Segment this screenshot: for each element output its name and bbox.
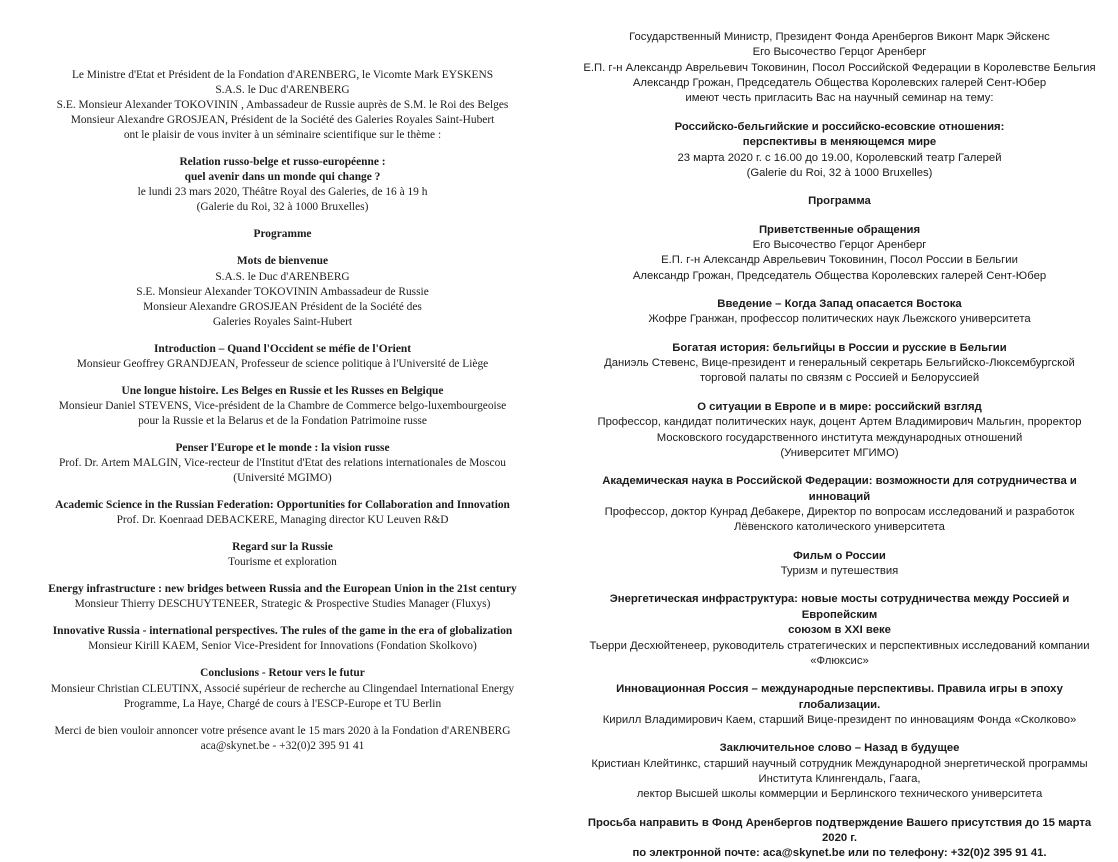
section-body-line: Merci de bien vouloir annoncer votre présence avant le 15 mars 2020 à la Fondation d'ARENBERG (54, 724, 511, 737)
program-section (32, 155, 533, 215)
section-heading-line: по электронной почте: aca@skynet.be или по телефону: +32(0)2 395 91 41. (632, 847, 1047, 860)
section-body-line: Даниэль Стевенс, Вице-президент и генеральный секретарь Бельгийско-Люксембургской (604, 357, 1075, 370)
section-body-line: торговой палаты по связям с Россией и Белоруссией (699, 372, 980, 385)
section-body-line: Профессор, доктор Кунрад Дебакере, Директор по вопросам исследований и разработок (604, 505, 1075, 518)
section-body-line: ont le plaisir de vous inviter à un séminaire scientifique sur le thème : (123, 129, 442, 142)
french-column (0, 0, 559, 790)
program-section (32, 342, 533, 372)
section-body-line: Института Клингендаль, Гаага, (758, 773, 921, 786)
section-body-line: (Université MGIMO) (233, 472, 332, 485)
section-heading-line: перспективы в меняющемся мире (742, 136, 937, 149)
program-section (581, 400, 1098, 461)
program-section (581, 223, 1098, 284)
section-heading-line: Penser l'Europe et le monde : la vision russe (175, 441, 390, 454)
program-section (32, 498, 533, 528)
russian-column (559, 0, 1118, 860)
program-section (581, 194, 1098, 209)
section-heading-line: Инновационная Россия – международные перспективы. Правила игры в эпоху глобализации. (616, 683, 1063, 711)
section-body-line: Туризм и путешествия (780, 565, 899, 578)
section-heading-line: Regard sur la Russie (232, 541, 333, 554)
section-heading-line: Заключительное слово – Назад в будущее (719, 742, 960, 755)
section-body-line: le lundi 23 mars 2020, Théâtre Royal des Galeries, de 16 à 19 h (137, 186, 428, 199)
section-body-line: Жофре Гранжан, профессор политических наук Льежского университета (648, 313, 1031, 326)
section-heading-line: Российско-бельгийские и российско-есовские отношения: (674, 120, 1005, 133)
section-heading-line: О ситуации в Европе и в мире: российский взгляд (697, 400, 982, 413)
section-body-line: Государственный Министр, Президент Фонда Аренбергов Виконт Марк Эйскенс (629, 31, 1050, 43)
section-heading-line: Academic Science in the Russian Federation: Opportunities for Collaboration and Innovation (55, 499, 510, 512)
program-section (581, 592, 1098, 669)
section-body-line: Профессор, кандидат политических наук, доцент Артем Владимирович Мальгин, проректор (597, 416, 1082, 429)
section-heading-line: Богатая история: бельгийцы в России и русские в Бельгии (672, 341, 1007, 354)
section-body-line: aca@skynet.be - +32(0)2 395 91 41 (200, 739, 365, 752)
section-body-line: Prof. Dr. Artem MALGIN, Vice-recteur de l'Institut d'Etat des relations internationales de Moscou (58, 456, 506, 469)
program-section (581, 297, 1098, 328)
program-section (32, 724, 533, 754)
program-section (581, 549, 1098, 580)
section-heading-line: Mots de bienvenue (236, 255, 329, 268)
section-body-line: Кирилл Владимирович Каем, старший Вице-президент по инновациям Фонда «Сколково» (602, 713, 1077, 726)
program-section (32, 441, 533, 486)
section-heading-line: Энергетическая инфраструктура: новые мосты сотрудничества между Россией и Европейским (609, 593, 1070, 621)
section-body-line: «Флюксис» (810, 654, 869, 667)
section-body-line: Александр Грожан, Председатель Общества Королевских галерей Сент-Юбер (632, 269, 1047, 282)
section-heading-line: Просьба направить в Фонд Аренбергов подтверждение Вашего присутствия до 15 марта 2020 г. (587, 816, 1092, 845)
section-body-line: S.E. Monsieur Alexander TOKOVININ , Ambassadeur de Russie auprès de S.M. le Roi des Belges (56, 99, 509, 112)
section-body-line: Galeries Royales Saint-Hubert (212, 315, 353, 328)
section-heading-line: Академическая наука в Российской Федерации: возможности для сотрудничества и (602, 475, 1077, 488)
section-heading-line: Relation russo-belge et russo-européenne : (179, 156, 386, 169)
section-body-line: 23 марта 2020 г. с 16.00 до 19.00, Королевский театр Галерей (677, 151, 1002, 164)
section-body-line: (Galerie du Roi, 32 à 1000 Bruxelles) (746, 166, 933, 179)
program-section (32, 254, 533, 329)
section-heading-line: Une longue histoire. Les Belges en Russie et les Russes en Belgique (121, 384, 444, 397)
section-body-line: Тьерри Десхюйтенеер, руководитель стратегических и перспективных исследований компании (589, 639, 1090, 652)
section-heading-line: Введение – Когда Запад опасается Востока (717, 298, 962, 311)
section-body-line: Е.П. г-н Александр Аврельевич Токовинин, Посол Российской Федерации в Королевстве Бельгия (583, 61, 1096, 74)
section-body-line: Le Ministre d'Etat et Président de la Fondation d'ARENBERG, le Vicomte Mark EYSKENS (71, 69, 494, 81)
program-section (32, 582, 533, 612)
section-body-line: лектор Высшей школы коммерции и Берлинского технического университета (636, 788, 1043, 801)
section-body-line: (Университет МГИМО) (780, 446, 899, 459)
section-heading-line: Programme (253, 228, 312, 241)
section-heading-line: Приветственные обращения (758, 223, 921, 236)
program-section (32, 624, 533, 654)
section-body-line: Monsieur Alexandre GROSJEAN, Président de la Société des Galeries Royales Saint-Hubert (70, 114, 495, 127)
section-body-line: Е.П. г-н Александр Аврельевич Токовинин, Посол России в Бельгии (661, 254, 1018, 267)
section-heading-line: Программа (808, 195, 871, 208)
section-body-line: Tourisme et exploration (228, 556, 337, 569)
program-section (32, 384, 533, 429)
section-heading-line: Energy infrastructure : new bridges between Russia and the European Union in the 21st century (48, 583, 517, 596)
section-body-line: S.A.S. le Duc d'ARENBERG (215, 270, 350, 283)
section-heading-line: Introduction – Quand l'Occident se méfie de l'Orient (153, 342, 412, 355)
program-section (32, 666, 533, 711)
section-body-line: Monsieur Daniel STEVENS, Vice-président de la Chambre de Commerce belgo-luxembourgeoise (58, 399, 507, 412)
section-heading-line: Conclusions - Retour vers le futur (200, 667, 365, 680)
program-section (32, 540, 533, 570)
program-section (32, 227, 533, 242)
section-heading-line: инноваций (808, 490, 871, 503)
section-body-line: имеют честь пригласить Вас на научный семинар на тему: (685, 92, 994, 105)
section-body-line: Monsieur Thierry DESCHUYTENEER, Strategic & Prospective Studies Manager (Fluxys) (74, 598, 491, 611)
section-body-line: (Galerie du Roi, 32 à 1000 Bruxelles) (196, 201, 369, 214)
section-heading-line: Фильм о России (793, 549, 886, 562)
section-body-line: Его Высочество Герцог Аренберг (752, 46, 927, 59)
section-body-line: S.E. Monsieur Alexander TOKOVININ Ambassadeur de Russie (136, 285, 429, 298)
program-section (581, 30, 1098, 107)
section-heading-line: Innovative Russia - international perspectives. The rules of the game in the era of globalization (52, 625, 513, 638)
section-body-line: Его Высочество Герцог Аренберг (752, 238, 927, 251)
section-body-line: Monsieur Kirill KAEM, Senior Vice-President for Innovations (Fondation Skolkovo) (88, 640, 477, 653)
program-section (581, 682, 1098, 728)
section-body-line: Александр Грожан, Председатель Общества Королевских галерей Сент-Юбер (632, 77, 1047, 90)
program-section (581, 816, 1098, 862)
section-body-line: Московского государственного института международных отношений (656, 431, 1023, 444)
section-body-line: Monsieur Geoffrey GRANDJEAN, Professeur de science politique à l'Université de Liège (76, 357, 489, 370)
section-body-line: Programme, La Haye, Chargé de cours à l'ESCP-Europe et TU Berlin (123, 697, 442, 710)
program-section (581, 474, 1098, 535)
section-body-line: S.A.S. le Duc d'ARENBERG (215, 84, 350, 97)
section-body-line: Monsieur Christian CLEUTINX, Associé supérieur de recherche au Clingendael International Energy (50, 682, 515, 695)
program-section (32, 68, 533, 143)
program-section (581, 120, 1098, 181)
section-body-line: Prof. Dr. Koenraad DEBACKERE, Managing director KU Leuven R&D (116, 514, 449, 527)
section-body-line: Кристиан Клейтинкс, старший научный сотрудник Международной энергетической программы (591, 757, 1088, 770)
section-body-line: pour la Russie et la Belarus et de la Fondation Patrimoine russe (138, 414, 427, 427)
section-heading-line: quel avenir dans un monde qui change ? (184, 171, 381, 184)
section-heading-line: союзом в XXI веке (788, 624, 891, 637)
program-section (581, 741, 1098, 802)
section-body-line: Лёвенского католического университета (734, 521, 945, 534)
section-body-line: Monsieur Alexandre GROSJEAN Président de la Société des (143, 300, 422, 313)
program-section (581, 341, 1098, 387)
